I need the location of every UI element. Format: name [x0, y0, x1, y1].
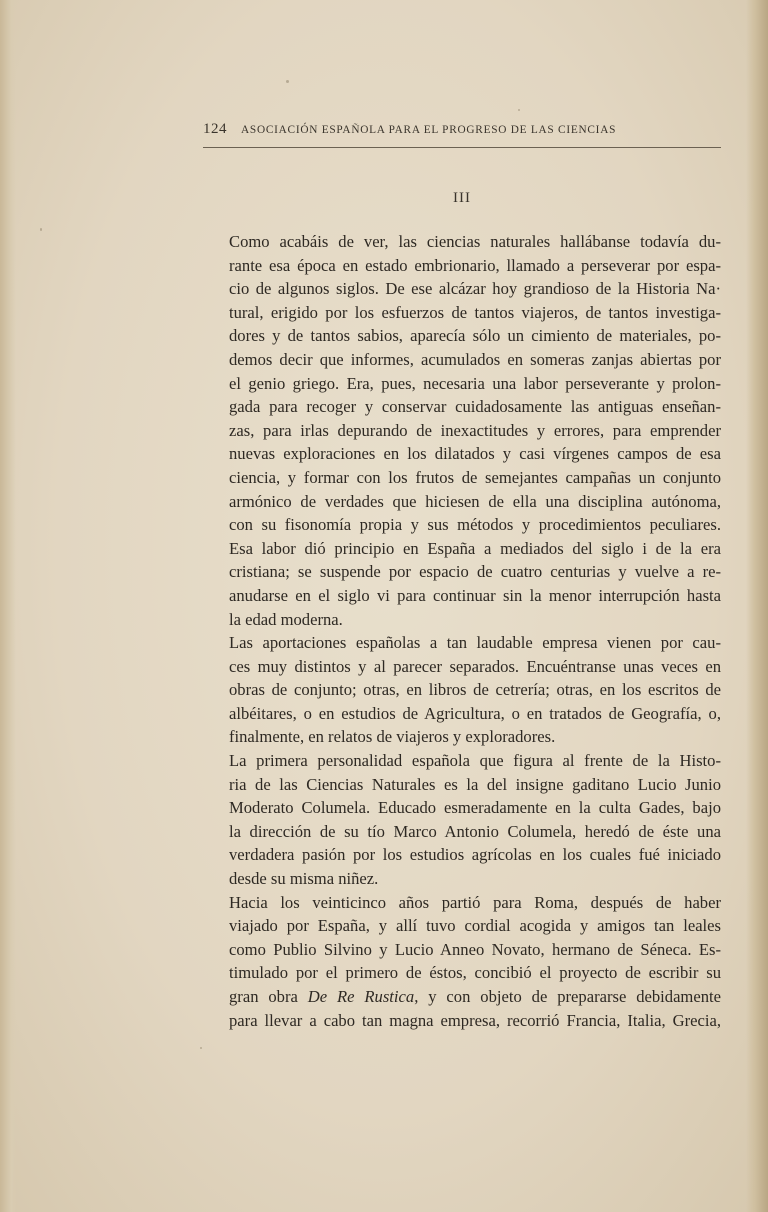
text-line: albéitares, o en estudios de Agricultura, o en tratados de Geografía, o,	[229, 703, 721, 723]
text-line: nuevas exploraciones en los dilatados y casi vírgenes campos de esa	[229, 444, 721, 464]
text-line: obras de conjunto; otras, en libros de cetrería; otras, en los escritos de	[229, 680, 721, 700]
text-line: ciencia, y formar con los frutos de semejantes campañas un conjunto	[229, 467, 721, 487]
section-number: III	[453, 190, 471, 206]
text-line: finalmente, en relatos de viajeros y exploradores.	[229, 727, 556, 747]
text-line: Hacia los veinticinco años partió para Roma, después de haber	[229, 892, 721, 912]
text-line: Moderato Columela. Educado esmeradamente en la culta Gades, bajo	[229, 798, 721, 818]
text-line: la dirección de su tío Marco Antonio Columela, heredó de éste una	[229, 821, 721, 841]
text-line: rante esa época en estado embrionario, llamado a perseverar por espa-	[229, 255, 721, 275]
text-line: anudarse en el siglo vi para continuar sin la menor interrupción hasta	[229, 585, 721, 605]
paragraph-1	[203, 230, 721, 631]
text-line: dores y de tantos sabios, aparecía sólo un cimiento de materiales, po-	[229, 326, 721, 346]
text-line: demos decir que informes, acumulados en someras zanjas abiertas por	[229, 349, 721, 369]
paper-speck	[518, 109, 520, 111]
text-line: la edad moderna.	[229, 609, 343, 629]
text-line: tural, erigido por los esfuerzos de tantos viajeros, de tantos investiga-	[229, 302, 721, 322]
text-line: desde su misma niñez.	[229, 869, 379, 889]
text-line: ria de las Ciencias Naturales es la del insigne gaditano Lucio Junio	[229, 774, 721, 794]
text-line-italic-title	[203, 985, 721, 1009]
paper-speck	[200, 1047, 202, 1049]
page-header	[203, 121, 721, 138]
paragraph-2	[203, 631, 721, 749]
paragraph-4	[203, 891, 721, 1033]
text-line: La primera personalidad española que figura al frente de la Histo-	[229, 751, 721, 771]
text-fragment: gran obra	[229, 987, 308, 1006]
body-text	[203, 230, 721, 1032]
text-line: con su fisonomía propia y sus métodos y procedimientos peculiares.	[229, 515, 721, 535]
paper-speck	[40, 228, 42, 231]
text-line: viajado por España, y allí tuvo cordial acogida y amigos tan leales	[229, 916, 721, 936]
text-line: para llevar a cabo tan magna empresa, recorrió Francia, Italia, Grecia,	[229, 1010, 721, 1030]
text-line: ces muy distintos y al parecer separados. Encuéntranse unas veces en	[229, 656, 721, 676]
page-left-edge	[0, 0, 16, 1212]
running-head: ASOCIACIÓN ESPAÑOLA PARA EL PROGRESO DE LAS CIENCIAS	[241, 124, 617, 136]
work-title: De Re Rustica	[307, 987, 415, 1006]
paragraph-3	[203, 749, 721, 891]
paper-speck	[286, 80, 289, 83]
text-line: verdadera pasión por los estudios agrícolas en los cuales fué iniciado	[229, 845, 721, 865]
text-line: cio de algunos siglos. De ese alcázar hoy grandioso de la Historia Na·	[229, 279, 721, 299]
text-line: cristiana; se suspende por espacio de cuatro centurias y vuelve a re-	[229, 562, 721, 582]
text-fragment: , y con objeto de prepararse debidamente	[414, 987, 721, 1006]
text-line: como Publio Silvino y Lucio Anneo Novato, hermano de Séneca. Es-	[229, 939, 721, 959]
text-line: Como acabáis de ver, las ciencias naturales hallábanse todavía du-	[229, 232, 721, 251]
header-rule	[203, 147, 721, 148]
text-line: el genio griego. Era, pues, necesaria una labor perseverante y prolon-	[229, 373, 721, 393]
text-line: Esa labor dió principio en España a mediados del siglo i de la era	[229, 538, 721, 558]
text-line: timulado por el primero de éstos, concibió el proyecto de escribir su	[229, 963, 721, 983]
text-line: zas, para irlas depurando de inexactitudes y errores, para emprender	[229, 420, 721, 440]
page-number: 124	[203, 121, 227, 137]
page-right-edge	[746, 0, 768, 1212]
text-line: armónico de verdades que hiciesen de ella una disciplina autónoma,	[229, 491, 721, 511]
text-line: gada para recoger y conservar cuidadosamente las antiguas enseñan-	[229, 397, 721, 417]
text-line: Las aportaciones españolas a tan laudable empresa vienen por cau-	[229, 633, 721, 653]
